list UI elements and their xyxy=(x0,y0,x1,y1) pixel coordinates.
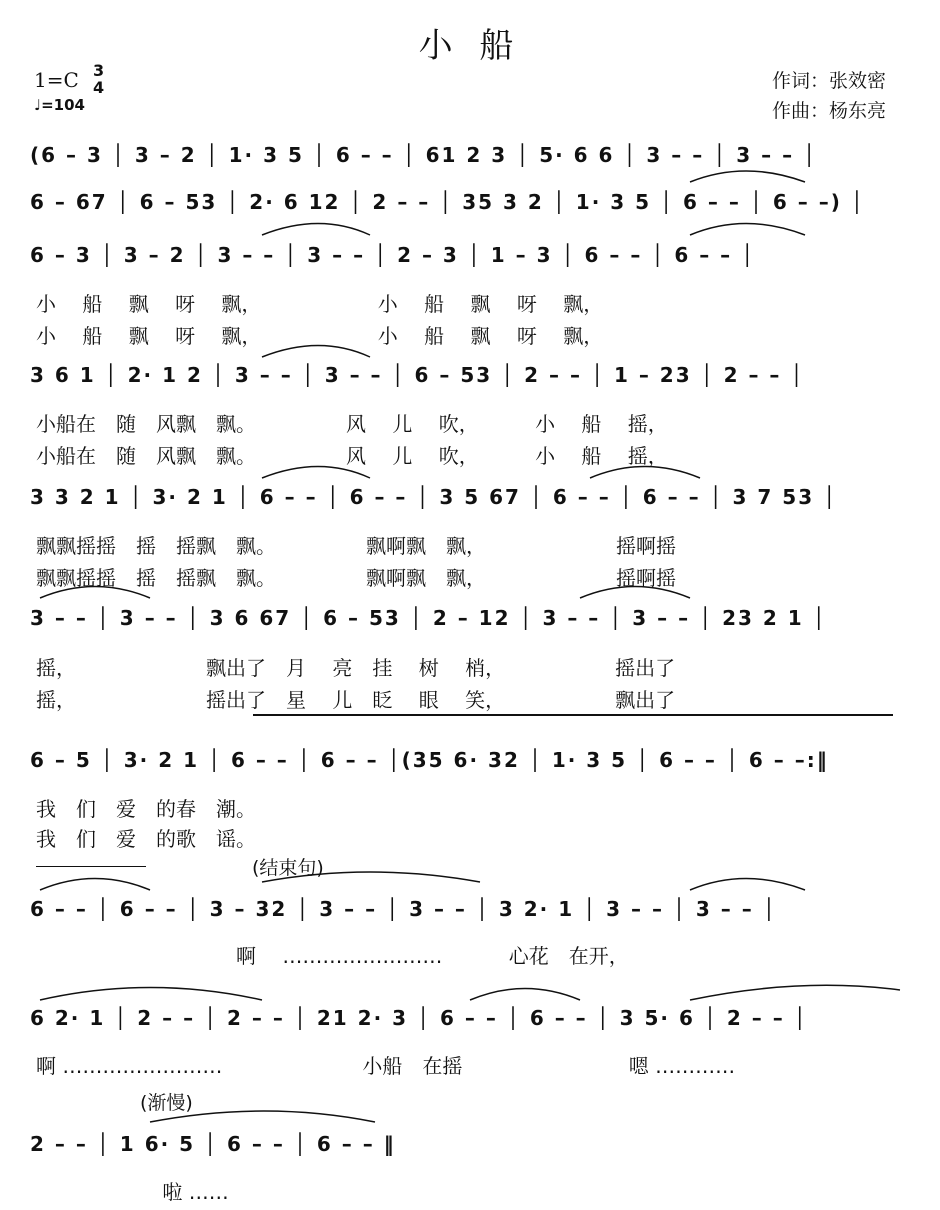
lyric-row-7b: 我 们 爱 的歌 谣。 xyxy=(36,827,256,851)
notation-row-8: 6 – – │ 6 – – │ 3 – 32 │ 3 – – │ 3 – – │ 3 2· 1 │ 3 – – │ 3 – – │ xyxy=(30,897,777,921)
slur xyxy=(690,879,805,891)
lyric-row-8: 啊 …………………… 心花 在开， xyxy=(36,944,629,968)
notation-row-5: 3 3 2 1 │ 3· 2 1 │ 6 – – │ 6 – – │ 3 5 67 │ 6 – – │ 6 – – │ 3 7 53 │ xyxy=(30,485,838,509)
slur xyxy=(690,985,900,1000)
notation-row-7: 6 – 5 │ 3· 2 1 │ 6 – – │ 6 – – │(35 6· 32 │ 1· 3 5 │ 6 – – │ 6 – –:‖ xyxy=(30,748,829,772)
song-title: 小 船 xyxy=(418,26,522,66)
slur xyxy=(262,467,370,479)
notation-row-3: 6 – 3 │ 3 – 2 │ 3 – – │ 3 – – │ 2 – 3 │ 1 – 3 │ 6 – – │ 6 – – │ xyxy=(30,243,756,267)
notation-row-6: 3 – – │ 3 – – │ 3 6 67 │ 6 – 53 │ 2 – 12 │ 3 – – │ 3 – – │ 23 2 1 │ xyxy=(30,606,827,630)
key-signature: 1=C xyxy=(34,68,79,92)
notation-row-1: (6 – 3 │ 3 – 2 │ 1· 3 5 │ 6 – – │ 61 2 3 │ 5· 6 6 │ 3 – – │ 3 – – │ xyxy=(30,143,818,167)
notation-row-10: 2 – – │ 1 6· 5 │ 6 – – │ 6 – – ‖ xyxy=(30,1132,396,1156)
lyric-row-5b: 飘飘摇摇 摇 摇飘 飘。 飘啊飘 飘， 摇啊摇 xyxy=(36,566,676,590)
tempo-marking: ♩=104 xyxy=(34,96,85,114)
lyric-row-4b: 小船在 随 风飘 飘。 风 儿 吹， 小 船 摇， xyxy=(36,444,668,468)
slowing-annotation: (渐慢) xyxy=(140,1092,193,1114)
notation-row-2: 6 – 67 │ 6 – 53 │ 2· 6 12 │ 2 – – │ 35 3 2 │ 1· 3 5 │ 6 – – │ 6 – –) │ xyxy=(30,190,865,214)
lyric-row-10: 啦 …… xyxy=(36,1180,229,1204)
lyric-row-9: 啊 …………………… 小船 在摇 嗯 ………… xyxy=(36,1054,736,1078)
lyricist-credit: 作词：张效密 xyxy=(772,70,887,92)
slur xyxy=(580,587,690,599)
slur xyxy=(40,988,262,1001)
slur xyxy=(40,587,150,599)
slur xyxy=(470,989,580,1001)
slur xyxy=(690,224,805,236)
lyric-row-7a: 我 们 爱 的春 潮。 xyxy=(36,797,256,821)
slur xyxy=(150,1111,375,1122)
lyric-row-6a: 摇， 飘出了 月 亮 挂 树 梢， 摇出了 xyxy=(36,656,676,680)
notation-row-4: 3 6 1 │ 2· 1 2 │ 3 – – │ 3 – – │ 6 – 53 │ 2 – – │ 1 – 23 │ 2 – – │ xyxy=(30,363,805,387)
slur xyxy=(262,346,370,358)
lyric-row-3a: 小 船 飘 呀 飘， 小 船 飘 呀 飘， xyxy=(36,292,604,316)
slur xyxy=(262,872,480,882)
composer-credit: 作曲：杨东亮 xyxy=(772,100,887,122)
ending-annotation: (结束句) xyxy=(252,857,324,879)
lyric-row-4a: 小船在 随 风飘 飘。 风 儿 吹， 小 船 摇， xyxy=(36,412,668,436)
lyric-row-6b: 摇， 摇出了 星 儿 眨 眼 笑， 飘出了 xyxy=(36,688,676,712)
lyric-row-3b: 小 船 飘 呀 飘， 小 船 飘 呀 飘， xyxy=(36,324,604,348)
lyric-row-5a: 飘飘摇摇 摇 摇飘 飘。 飘啊飘 飘， 摇啊摇 xyxy=(36,534,676,558)
slur xyxy=(40,879,150,891)
slur xyxy=(262,224,370,236)
slur xyxy=(590,467,700,479)
notation-row-9: 6 2· 1 │ 2 – – │ 2 – – │ 21 2· 3 │ 6 – – │ 6 – – │ 3 5· 6 │ 2 – – │ xyxy=(30,1006,808,1030)
slur xyxy=(690,171,805,182)
time-signature-top: 3 xyxy=(93,61,105,80)
time-signature-bottom: 4 xyxy=(93,78,105,97)
